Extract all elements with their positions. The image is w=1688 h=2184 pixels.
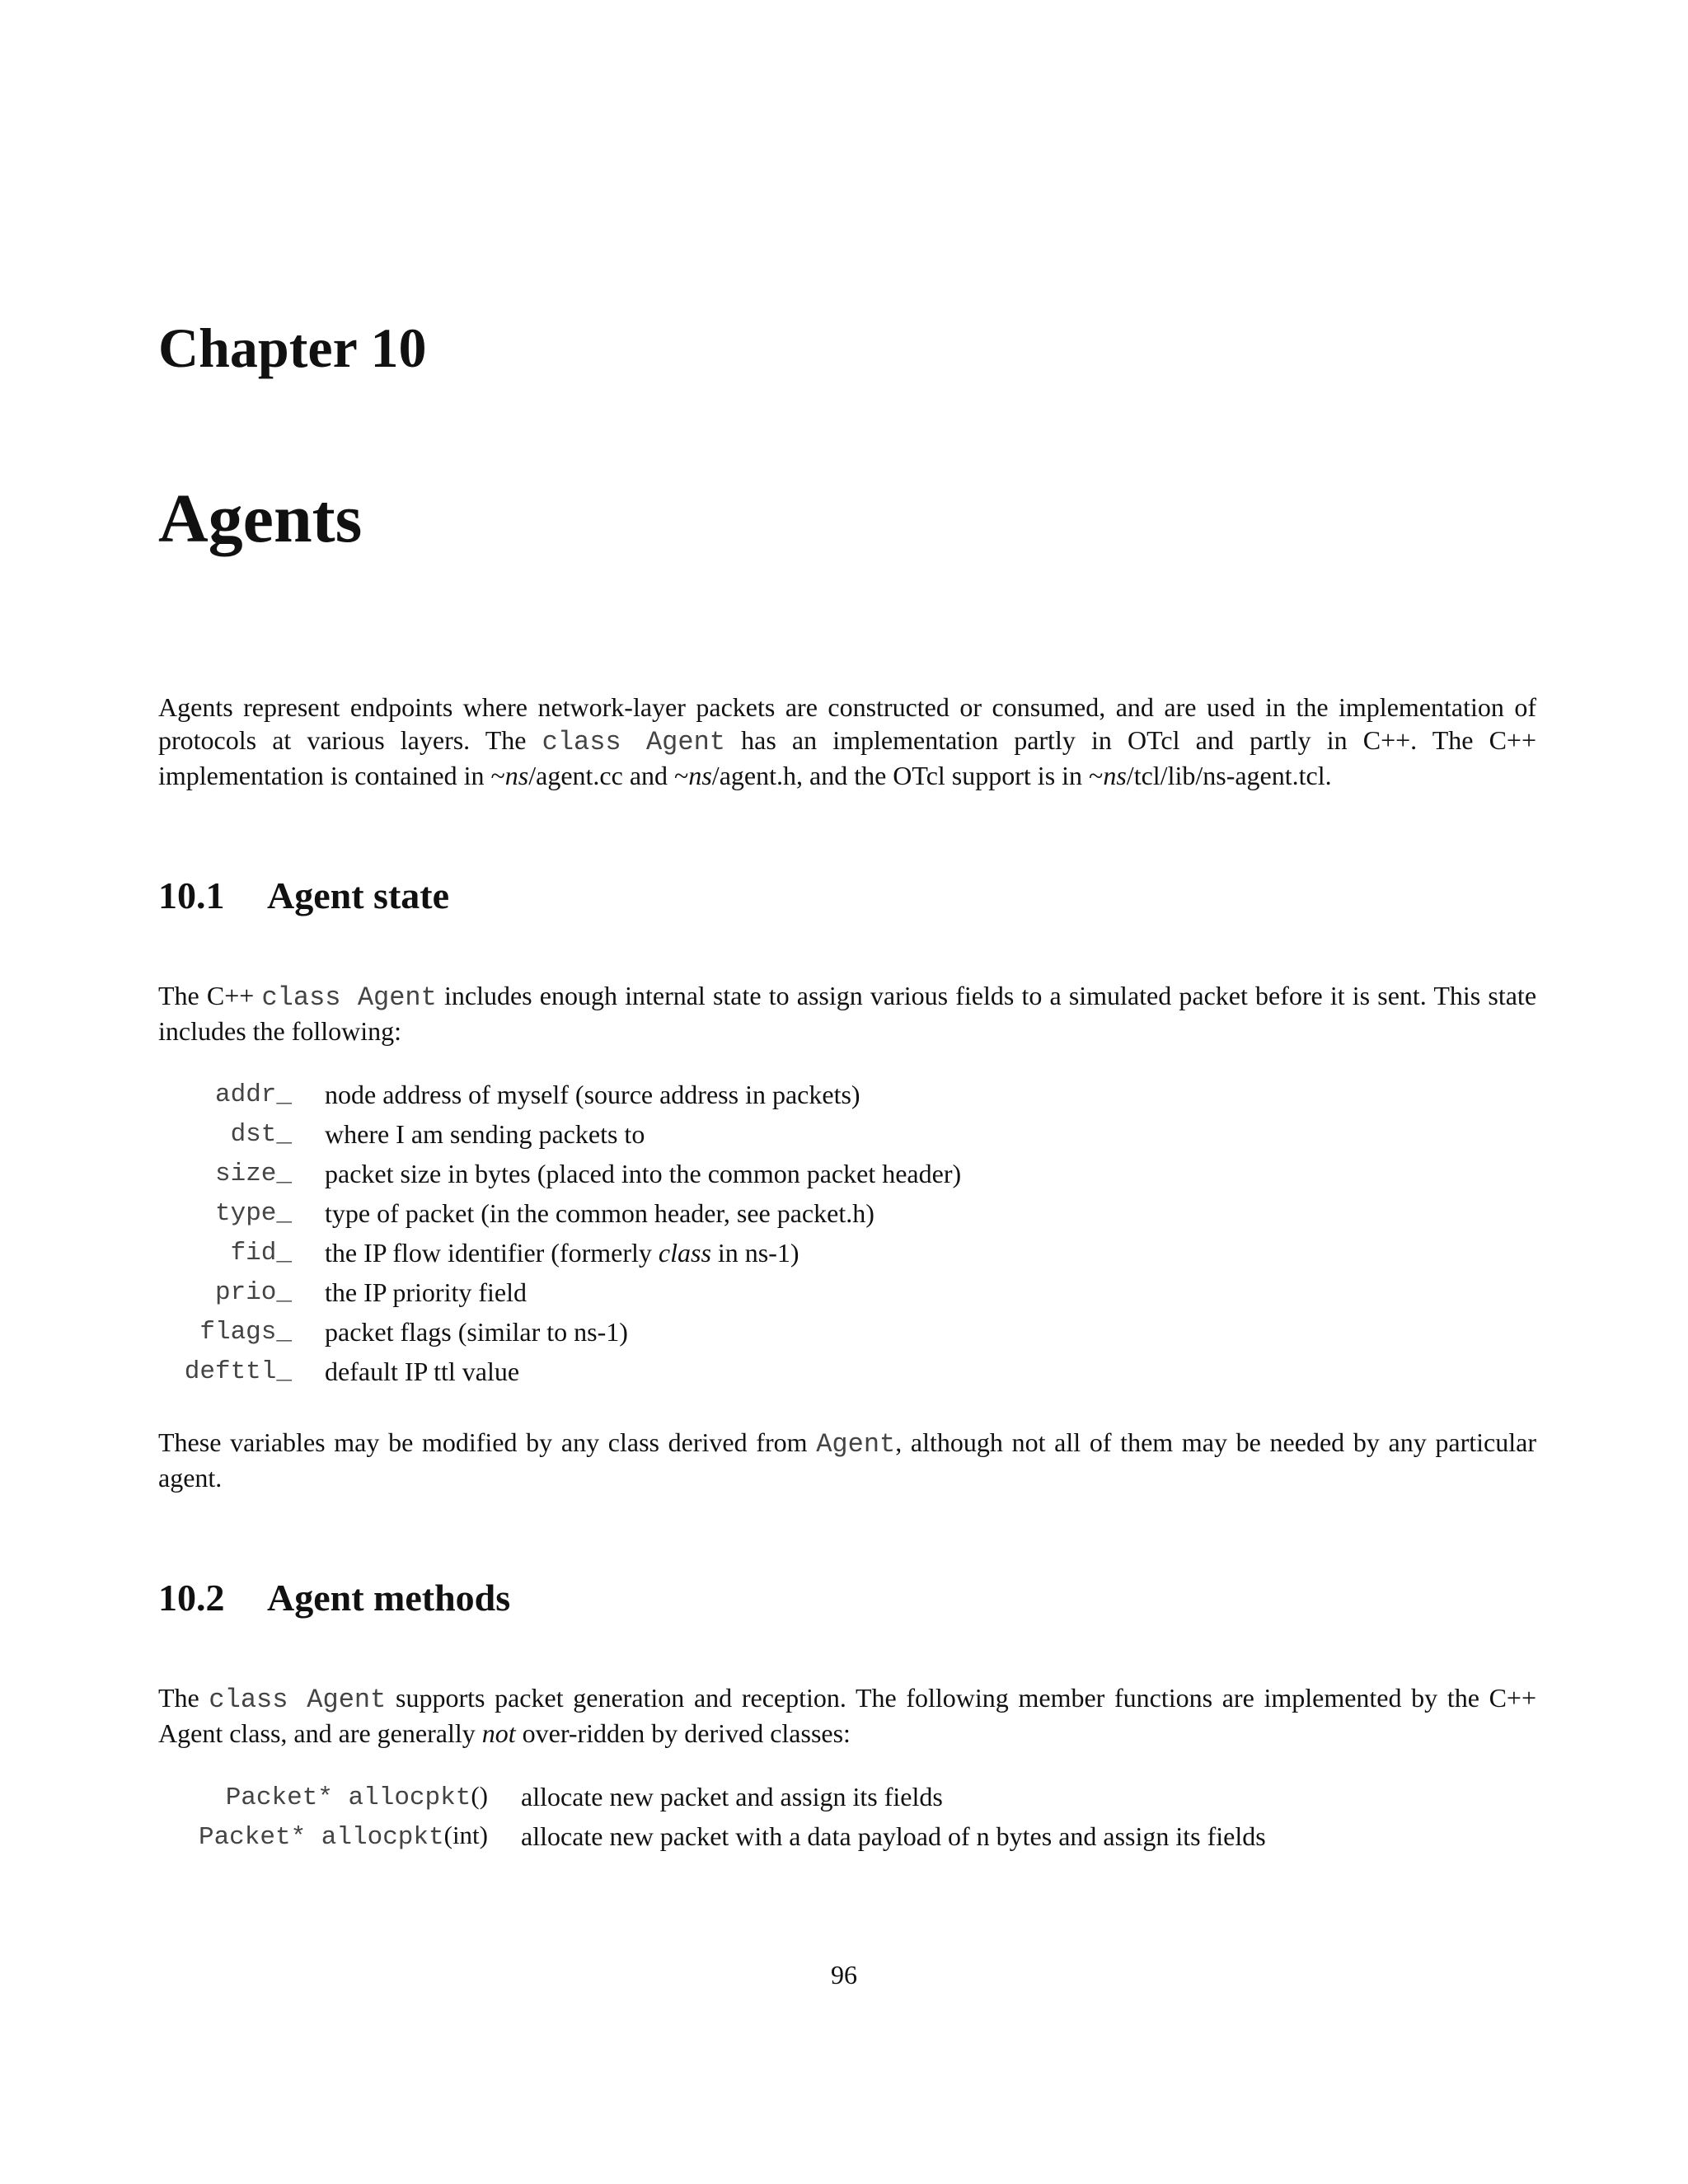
list-item: [158, 1154, 1536, 1193]
intro-ns-1: ns: [504, 761, 529, 790]
list-item: [158, 1352, 1536, 1391]
text-span: in ns-1): [710, 1237, 799, 1268]
section-heading-agent-methods: [158, 1579, 510, 1617]
method-desc: allocate new packet with a data payload of n bytes and assign its fields: [521, 1821, 1266, 1851]
method-args: (int): [443, 1821, 488, 1849]
intro-paragraph: [158, 691, 1536, 792]
state-desc: the IP priority field: [325, 1277, 527, 1307]
list-item: [158, 1312, 1536, 1352]
method-signature: [158, 1821, 488, 1852]
intro-code-class-agent: class Agent: [542, 727, 725, 757]
intro-ns-3: ns: [1103, 761, 1127, 790]
state-name: fid_: [230, 1238, 292, 1268]
code-class-agent: class Agent: [209, 1685, 387, 1715]
method-code: Packet* allocpkt: [225, 1783, 471, 1812]
section-number: 10.1: [158, 874, 225, 916]
method-args: (): [471, 1781, 488, 1810]
list-item: [158, 1193, 1536, 1233]
state-desc: where I am sending packets to: [325, 1118, 645, 1149]
list-item: [158, 1233, 1536, 1272]
emphasis: not: [481, 1718, 516, 1748]
section-number: 10.2: [158, 1577, 225, 1619]
method-code: Packet* allocpkt: [198, 1823, 444, 1852]
agent-methods-list: [158, 1777, 1536, 1856]
text-span: The: [158, 1683, 209, 1713]
code-class-agent: class Agent: [261, 982, 437, 1013]
state-name: defttl_: [184, 1357, 292, 1386]
chapter-title: Agents: [158, 480, 363, 557]
state-desc: type of packet (in the common header, see packet.h): [325, 1197, 874, 1228]
text-span: the IP flow identifier (formerly: [325, 1237, 659, 1268]
state-name: size_: [214, 1159, 292, 1188]
state-desc: packet size in bytes (placed into the common packet header): [325, 1158, 962, 1188]
state-desc: packet flags (similar to ns-1): [325, 1316, 628, 1347]
chapter-label: Chapter 10: [158, 316, 427, 379]
section-title: Agent state: [267, 874, 449, 916]
intro-text-5: /tcl/lib/ns-agent.tcl.: [1126, 761, 1332, 790]
state-name: dst_: [230, 1119, 292, 1149]
intro-ns-2: ns: [688, 761, 712, 790]
text-span: over-ridden by derived classes:: [515, 1718, 851, 1748]
intro-text-1: Agents represent endpoints where network-layer packets are constructed or consumed, and are used in the implementation of protocols at various layers. The: [158, 692, 1536, 755]
list-item: [158, 1075, 1536, 1114]
agent-methods-paragraph: [158, 1681, 1536, 1750]
text-span: , although not all of them may be needed by any particular agent.: [158, 1427, 1537, 1493]
list-item: [158, 1777, 1536, 1816]
method-signature: [158, 1781, 488, 1812]
state-desc: node address of myself (source address in packets): [325, 1079, 860, 1109]
state-name: flags_: [199, 1317, 292, 1347]
page-number: 96: [831, 1960, 857, 1990]
intro-text-4: /agent.h, and the OTcl support is in ~: [711, 761, 1104, 790]
method-desc: allocate new packet and assign its fields: [521, 1781, 943, 1811]
list-item: [158, 1816, 1536, 1856]
text-span: The C++: [158, 981, 262, 1010]
agent-state-list: [158, 1075, 1536, 1391]
text-span: includes enough internal state to assign various fields to a simulated packet before it is sent. This state includes the following:: [158, 981, 1537, 1046]
state-desc: default IP ttl value: [325, 1356, 520, 1386]
state-desc: [292, 1238, 799, 1268]
section-title: Agent methods: [267, 1577, 511, 1619]
text-span: These variables may be modified by any class derived from: [158, 1427, 817, 1457]
state-name: prio_: [214, 1277, 292, 1307]
list-item: [158, 1114, 1536, 1154]
code-agent: Agent: [816, 1429, 896, 1460]
state-name: addr_: [214, 1080, 292, 1109]
agent-state-note: [158, 1426, 1536, 1494]
emphasis: class: [658, 1237, 711, 1268]
agent-state-paragraph: [158, 979, 1536, 1047]
section-heading-agent-state: [158, 874, 449, 916]
intro-text-3: /agent.cc and ~: [528, 761, 689, 790]
state-name: type_: [214, 1198, 292, 1228]
text-span: supports packet generation and reception. The following member functions are implemented by the C++ Agent class, and are generally: [158, 1683, 1537, 1748]
intro-text-2: has an implementation partly in OTcl and partly in C++. The C++ implementation is contained in ~: [158, 725, 1537, 790]
list-item: [158, 1272, 1536, 1312]
